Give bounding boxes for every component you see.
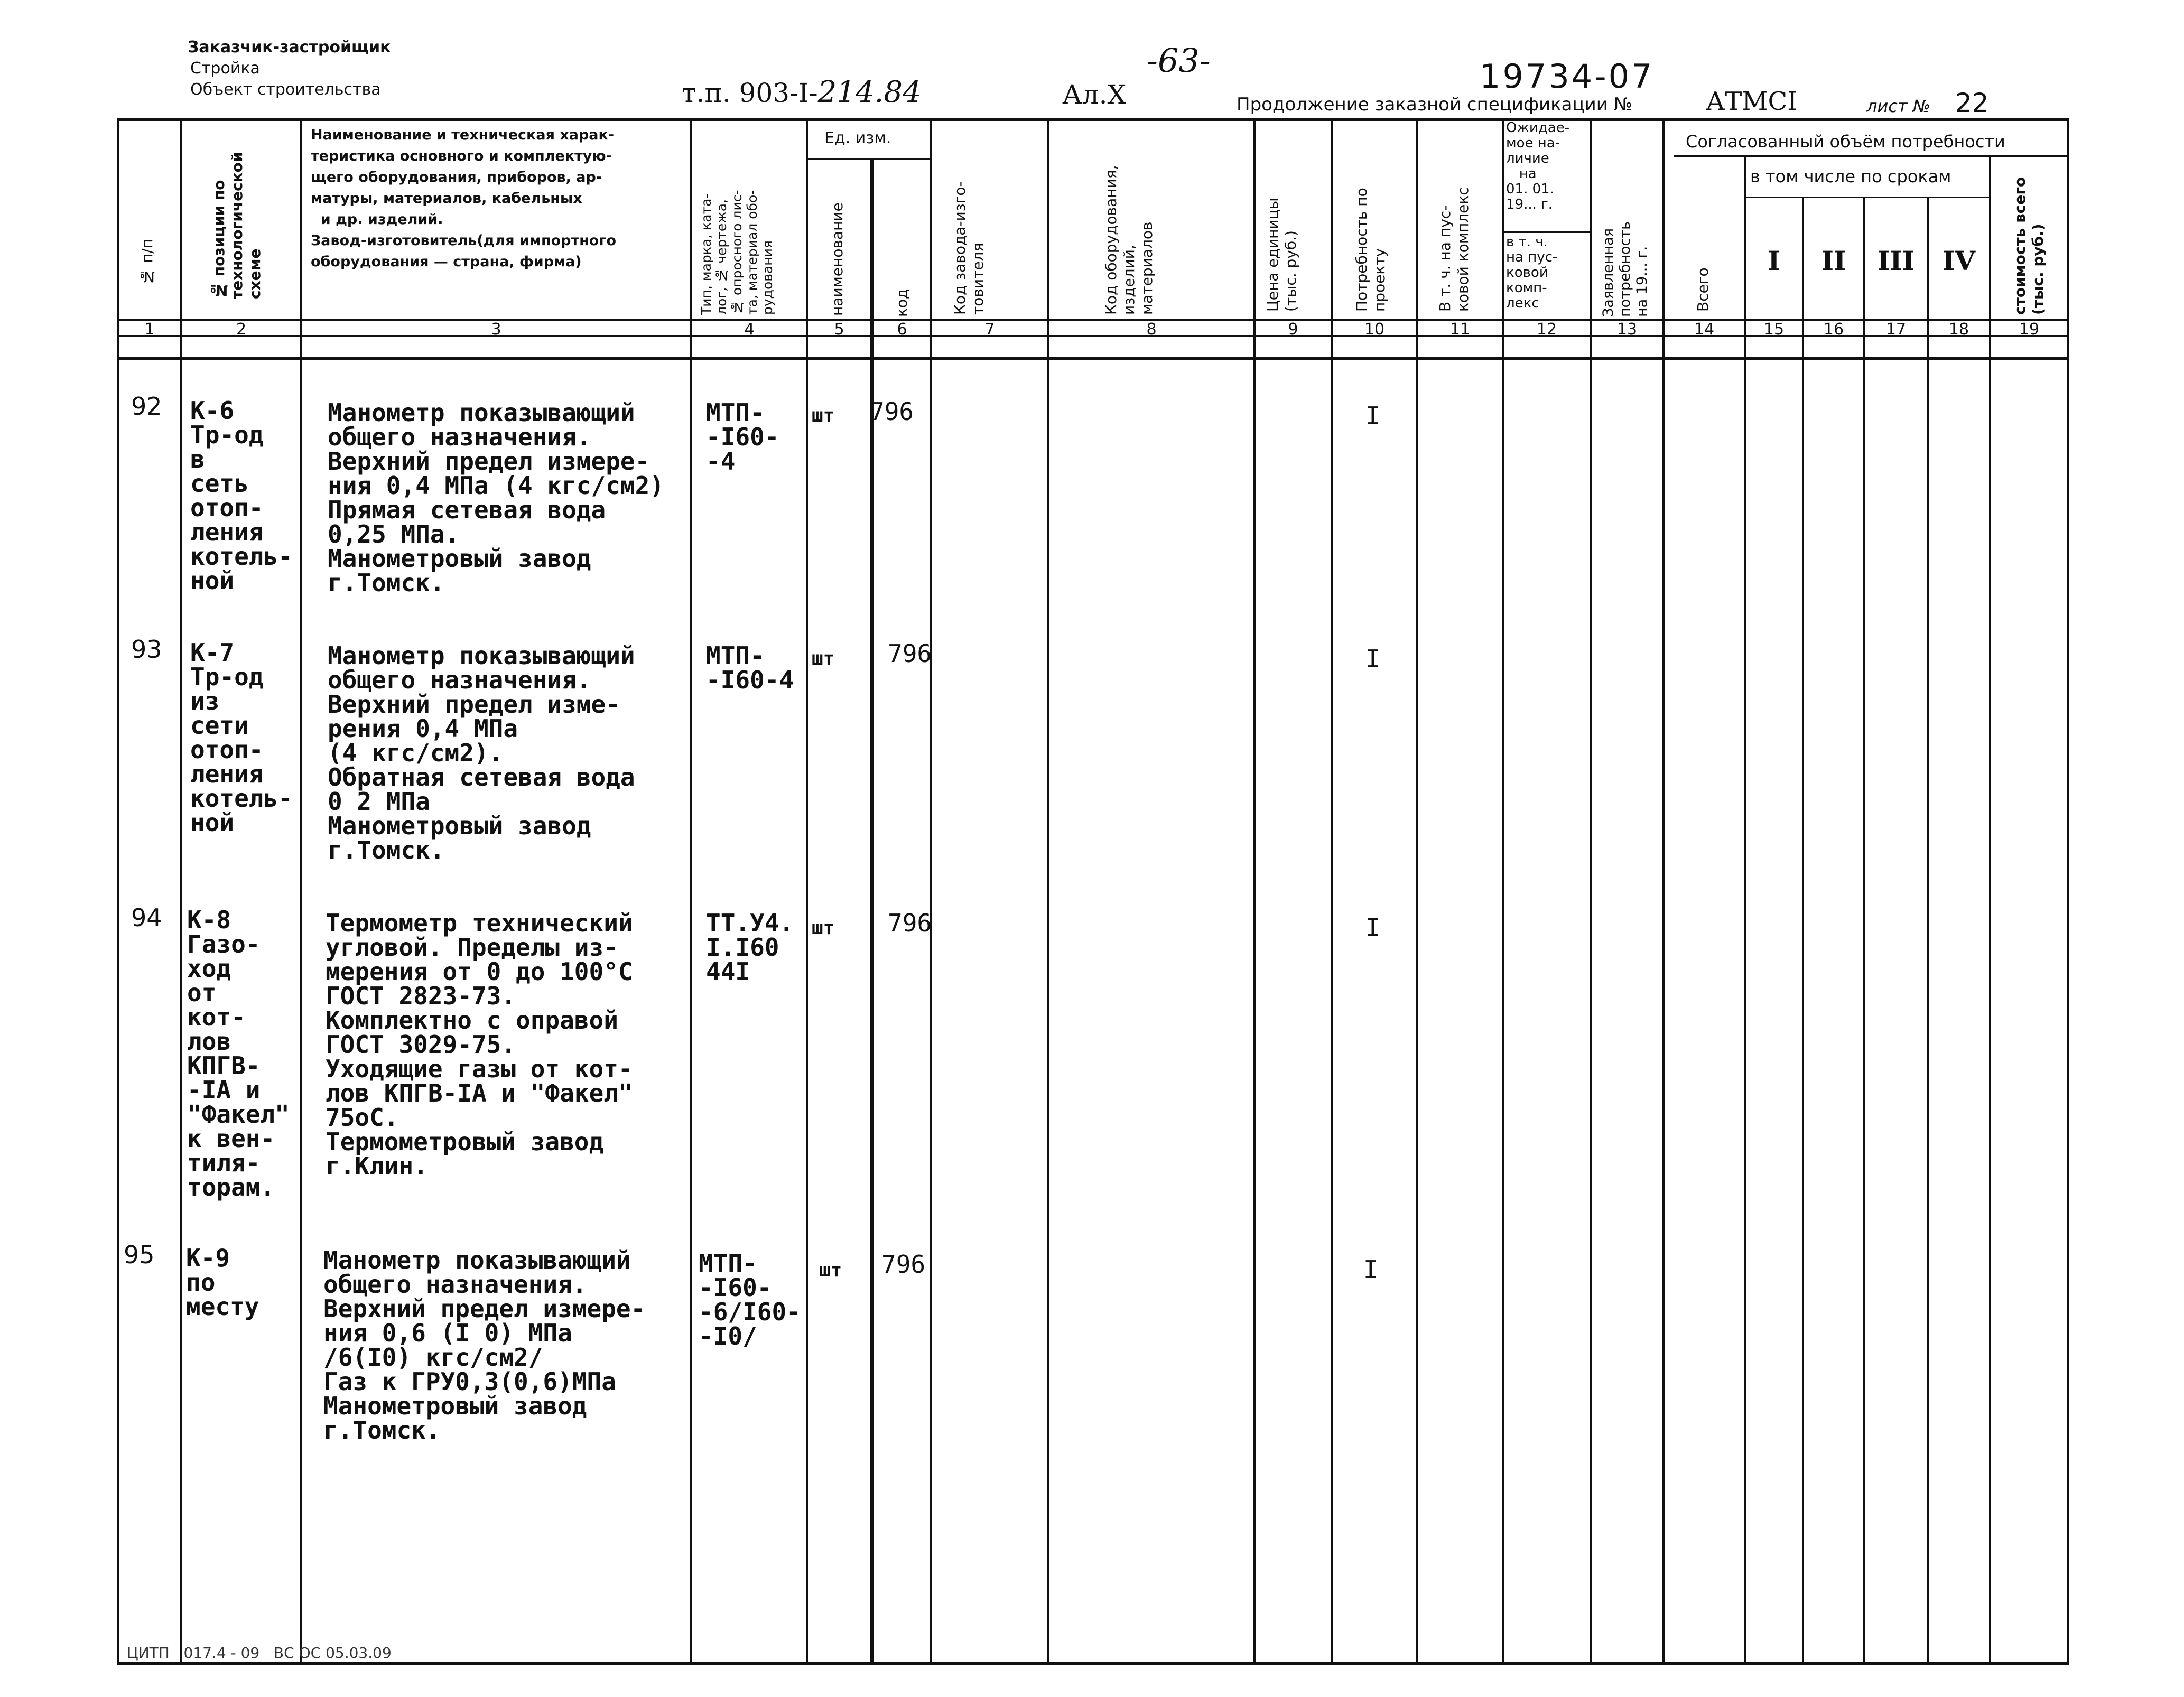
unit-code: 796 [888,909,932,937]
sheet-label: лист № [1866,96,1930,116]
item-description: Манометр показывающий общего назначения. Верхний предел измере- ния 0,6 (I 0) МПа /6(I0) кгс/см2/ Газ к ГРУ0,3(0,6)МПа Манометровый завод г.Томск. [323,1246,646,1444]
col-header-total-cost: стоимость всего (тыс. руб.) [2011,176,2047,315]
colnum-18: 18 [1948,320,1969,339]
col-header-project-need: Потребность по проекту [1353,188,1388,312]
col-header-scheme-position: № позиции по технологической схеме [210,152,264,299]
tp-handwritten: 214.84 [817,75,922,109]
unit-name: шт [812,405,835,426]
col-header-unit-name: наименование [829,202,846,316]
project-need: I [1365,645,1380,673]
spec-number: АТМСI [1706,87,1798,116]
col-header-q2: II [1821,245,1846,276]
unit-code: 796 [888,639,932,668]
scheme-position: К-9 по месту [186,1244,259,1321]
row-number: 94 [131,903,162,932]
colnum-11: 11 [1449,320,1471,339]
footer-stamp: ЦИТП 017.4 - 09 ВС ОС 05.03.09 [127,1644,392,1662]
row-number: 92 [131,392,162,421]
item-type: МТП- -I60-4 [706,641,794,694]
customer-label: Заказчик-застройщик [188,38,391,57]
scheme-position: К-6 Тр-од в сеть отоп- ления котель- ной [190,396,293,595]
colnum-4: 4 [744,320,755,339]
item-type: ТТ.У4. I.I60 44I [706,909,794,986]
item-description: Термометр технический угловой. Пределы из- мерения от 0 до 100°С ГОСТ 2823-73. Комплектно с оправой ГОСТ 3029-75. Уходящие газы от кот- лов КПГВ-IА и "Факел" 75оС. Термометровый завод г.Клин. [326,909,633,1180]
item-description: Манометр показывающий общего назначения. Верхний предел изме- рения 0,4 МПа (4 кгс/см2). Обратная сетевая вода 0 2 МПа Манометровый завод г.Томск. [328,641,635,864]
col-header-q1: I [1768,245,1780,276]
sheet-number: 22 [1955,88,1989,118]
project-need: I [1365,402,1380,430]
colnum-3: 3 [491,320,501,339]
col-header-unit-code: код [893,288,910,317]
col-header-declared-need: Заявленная потребность на 19... г. [1600,221,1650,317]
unit-name: шт [812,648,835,669]
col-header-expected-startup: в т. ч. на пус- ковой комп- лекс [1506,234,1558,311]
col-header-manufacturer-code: Код завода-изго- товителя [951,181,987,315]
scheme-position: К-7 Тр-од из сети отоп- ления котель- ной [190,638,293,837]
colnum-1: 1 [144,320,155,339]
col-header-unit-price: Цена единицы (тыс. руб.) [1264,198,1299,312]
colnum-8: 8 [1146,320,1157,339]
project-need: I [1363,1255,1378,1284]
col-header-q3: III [1877,245,1915,276]
spec-label: Продолжение заказной спецификации № [1237,94,1633,115]
unit-code: 796 [881,1250,926,1279]
colnum-7: 7 [984,320,995,339]
colnum-10: 10 [1364,320,1385,339]
tp-prefix: т.п. 903-I- [682,78,818,108]
col-header-description: Наименование и техническая харак- теристика основного и комплектую- щего оборудования, приборов, ар- матуры, материалов, кабельных и др. изделий. Завод-изготовитель(для импортного оборудования — страна, фирма) [311,127,617,270]
item-type: МТП- -I60- -6/I60- -I0/ [699,1249,801,1350]
colnum-19: 19 [2019,320,2040,339]
col-header-unit: Ед. изм. [824,129,891,147]
colnum-12: 12 [1536,320,1557,339]
colnum-15: 15 [1763,320,1785,339]
col-header-expected-stock: Ожидае- мое на- личие на 01. 01. 19... г. [1506,120,1570,212]
row-number: 93 [131,635,162,664]
colnum-9: 9 [1288,320,1298,339]
col-header-row-number: № п/п [138,239,156,285]
col-header-total: Всего [1694,267,1712,312]
project-need: I [1365,913,1380,941]
unit-code: 796 [870,397,914,426]
colnum-17: 17 [1885,320,1907,339]
colnum-5: 5 [834,320,844,339]
item-type: МТП- -I60- -4 [706,398,779,475]
colnum-2: 2 [236,320,247,339]
col-header-agreed-volume: Согласованный объём потребности [1686,132,2005,152]
col-header-startup-complex: В т. ч. на пус- ковой комплекс [1436,187,1472,312]
row-number: 95 [124,1241,155,1269]
colnum-14: 14 [1694,320,1715,339]
site-label: Стройка [190,59,260,78]
colnum-6: 6 [897,320,907,339]
unit-name: шт [819,1260,842,1281]
album-label: Ал.Х [1062,79,1127,110]
doc-number-handwritten: 19734-07 [1480,57,1655,96]
item-description: Манометр показывающий общего назначения. Верхний предел измере- ния 0,4 МПа (4 кгс/см2) Прямая сетевая вода 0,25 МПа. Манометровый завод г.Томск. [328,398,664,597]
unit-name: шт [812,917,835,939]
page-number-handwritten: -63- [1147,41,1211,80]
scheme-position: К-8 Газо- ход от кот- лов КПГВ- -IА и "Факел" к вен- тиля- торам. [187,906,290,1201]
object-label: Объект строительства [190,80,381,99]
col-header-equipment-code: Код оборудования, изделий, материалов [1102,165,1156,315]
tp-number [682,75,922,109]
col-header-q4: IV [1942,245,1976,276]
col-header-type: Тип, марка, ката- лог, № чертежа, № опросного лис- та, материал обо- рудования [699,190,775,315]
col-header-by-period: в том числе по срокам [1750,166,1951,187]
colnum-13: 13 [1616,320,1638,339]
colnum-16: 16 [1823,320,1844,339]
